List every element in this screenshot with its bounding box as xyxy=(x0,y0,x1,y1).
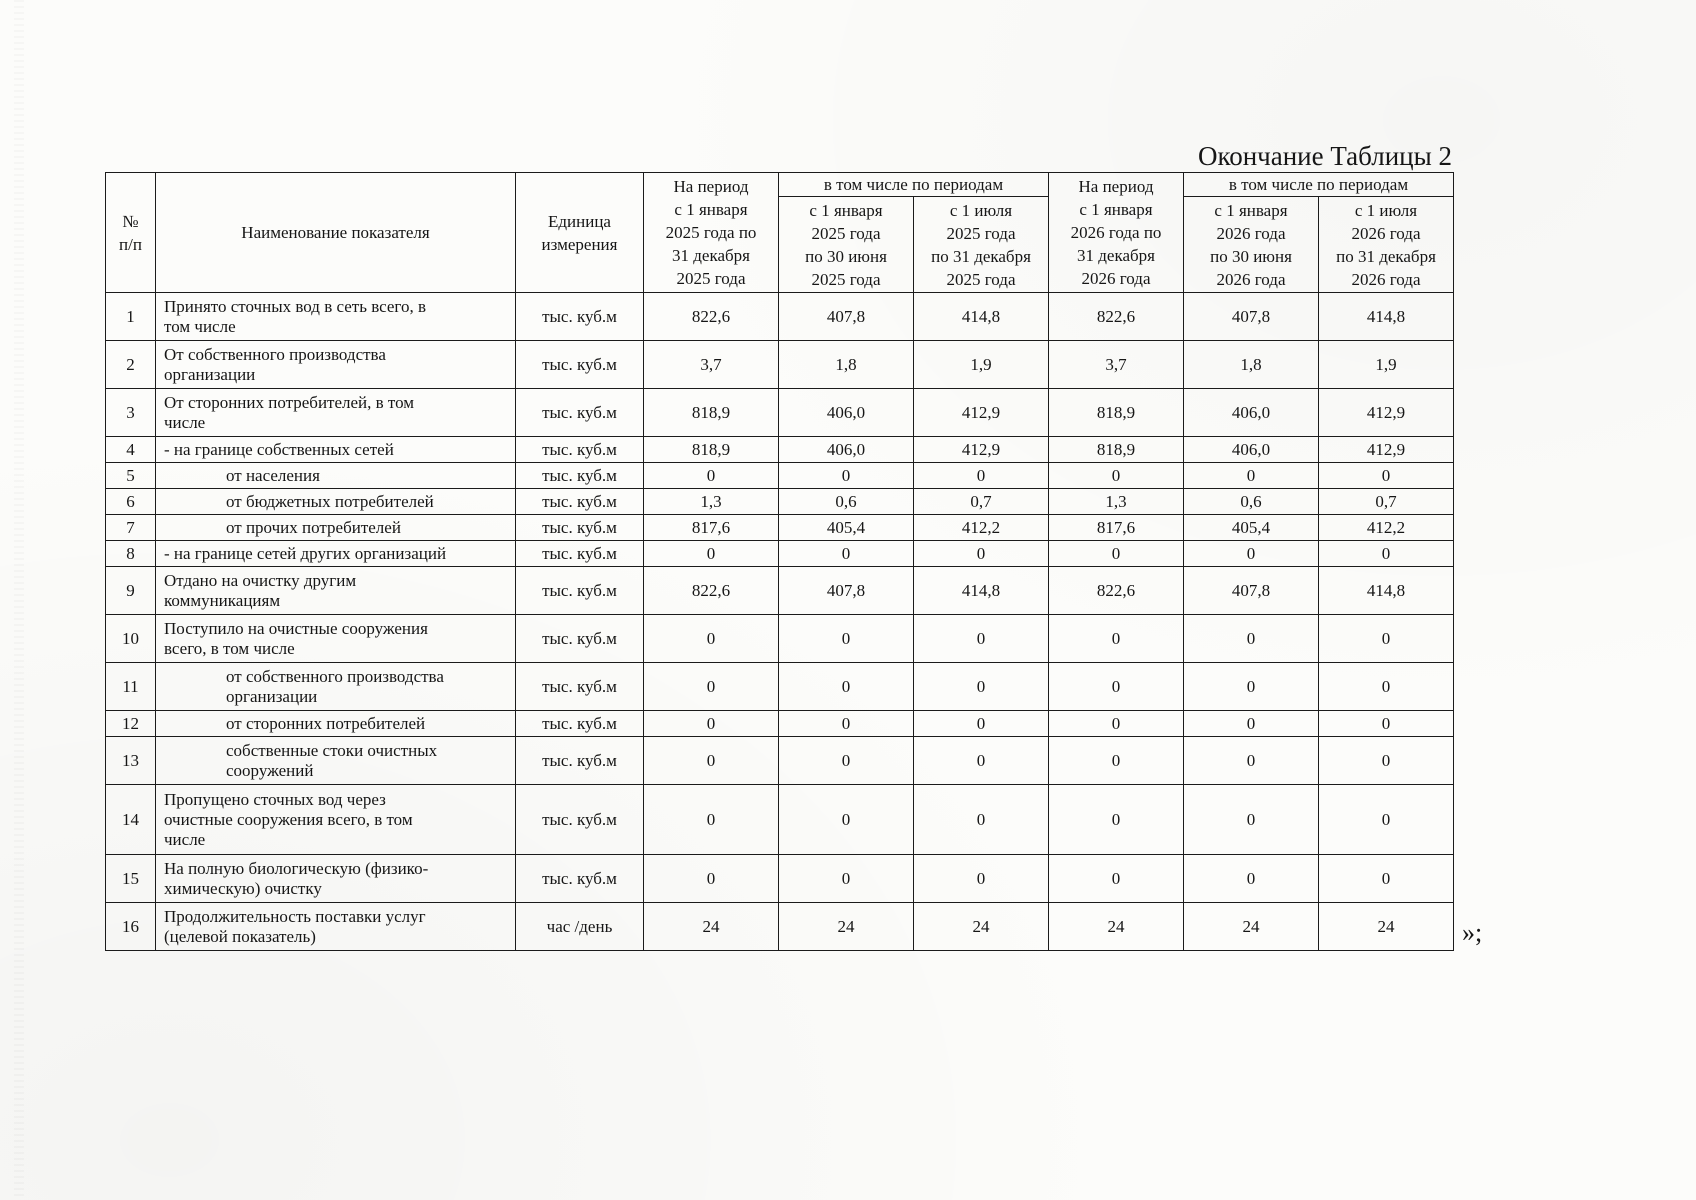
header-line: с 1 января xyxy=(1214,200,1288,220)
value-cell: 3,7 xyxy=(1049,341,1184,389)
indicator-name-line: Поступило на очистные сооружения xyxy=(164,618,428,638)
indicator-name-line: Отдано на очистку другим xyxy=(164,570,357,590)
indicator-name-line: Принято сточных вод в сеть всего, в xyxy=(164,296,427,316)
value-cell: 822,6 xyxy=(644,567,779,615)
value-cell: 0 xyxy=(1184,541,1319,567)
value-cell: 412,9 xyxy=(1319,437,1454,463)
value-cell: 0 xyxy=(1319,737,1454,785)
unit-cell: тыс. куб.м xyxy=(516,341,644,389)
value-cell: 0 xyxy=(1184,711,1319,737)
value-cell: 407,8 xyxy=(1184,293,1319,341)
value-cell: 818,9 xyxy=(1049,437,1184,463)
header-period-2025 xyxy=(644,173,779,293)
value-cell: 406,0 xyxy=(1184,437,1319,463)
indicator-name xyxy=(156,541,516,567)
data-table xyxy=(105,172,1454,951)
indicator-name-line: На полную биологическую (физико- xyxy=(164,858,429,878)
indicator-name-line: том числе xyxy=(164,316,236,336)
indicator-name-line: собственные стоки очистных xyxy=(226,740,438,760)
header-line: 2025 года xyxy=(811,269,881,289)
row-number: 13 xyxy=(106,737,156,785)
value-cell: 0 xyxy=(1049,463,1184,489)
value-cell: 0 xyxy=(914,855,1049,903)
table-row xyxy=(106,489,1454,515)
value-cell: 405,4 xyxy=(779,515,914,541)
table-row xyxy=(106,711,1454,737)
unit-cell: тыс. куб.м xyxy=(516,293,644,341)
value-cell: 0 xyxy=(644,541,779,567)
value-cell: 0 xyxy=(1184,855,1319,903)
header-line: 2025 года по xyxy=(665,223,757,242)
header-period-2026 xyxy=(1049,173,1184,293)
value-cell: 406,0 xyxy=(779,389,914,437)
row-number: 15 xyxy=(106,855,156,903)
value-cell: 818,9 xyxy=(1049,389,1184,437)
header-line: 2025 года xyxy=(946,269,1016,289)
table-row xyxy=(106,437,1454,463)
value-cell: 0 xyxy=(644,737,779,785)
value-cell: 406,0 xyxy=(779,437,914,463)
header-line: с 1 января xyxy=(674,200,748,219)
closing-quote: »; xyxy=(1462,918,1483,947)
table-row xyxy=(106,903,1454,951)
value-cell: 412,9 xyxy=(1319,389,1454,437)
value-cell: 817,6 xyxy=(1049,515,1184,541)
header-line: На период xyxy=(673,177,749,196)
table-row xyxy=(106,737,1454,785)
row-number: 11 xyxy=(106,663,156,711)
value-cell: 1,8 xyxy=(779,341,914,389)
indicator-name-line: от сторонних потребителей xyxy=(226,713,426,733)
indicator-name xyxy=(156,515,516,541)
indicator-name-line: организации xyxy=(226,686,318,706)
value-cell: 822,6 xyxy=(644,293,779,341)
unit-cell: тыс. куб.м xyxy=(516,785,644,855)
row-number: 12 xyxy=(106,711,156,737)
value-cell: 0 xyxy=(914,615,1049,663)
header-line: 2026 года xyxy=(1351,223,1421,243)
value-cell: 0 xyxy=(1319,463,1454,489)
row-number: 3 xyxy=(106,389,156,437)
value-cell: 0 xyxy=(1049,855,1184,903)
indicator-name-line: очистные сооружения всего, в том xyxy=(164,809,413,829)
header-line: 31 декабря xyxy=(1077,246,1155,265)
indicator-name-line: сооружений xyxy=(226,760,314,780)
indicator-name-line: Пропущено сточных вод через xyxy=(164,789,386,809)
header-line: 2025 года xyxy=(946,223,1016,243)
indicator-name-line: от собственного производства xyxy=(226,666,444,686)
row-number: 8 xyxy=(106,541,156,567)
indicator-name-line: от бюджетных потребителей xyxy=(226,491,434,511)
header-line: 2025 года xyxy=(811,223,881,243)
indicator-name xyxy=(156,663,516,711)
value-cell: 0 xyxy=(779,615,914,663)
unit-cell: тыс. куб.м xyxy=(516,389,644,437)
header-line: с 1 июля xyxy=(1354,200,1418,220)
table-header xyxy=(106,173,1454,293)
value-cell: 0 xyxy=(1184,463,1319,489)
header-group-2026: в том числе по периодам xyxy=(1184,173,1454,197)
value-cell: 0 xyxy=(914,785,1049,855)
table-caption: Окончание Таблицы 2 xyxy=(1197,141,1452,171)
value-cell: 0 xyxy=(779,711,914,737)
table-row xyxy=(106,463,1454,489)
header-group-2025: в том числе по периодам xyxy=(779,173,1049,197)
row-number: 9 xyxy=(106,567,156,615)
table-row xyxy=(106,341,1454,389)
value-cell: 24 xyxy=(1319,903,1454,951)
value-cell: 1,9 xyxy=(914,341,1049,389)
header-num xyxy=(106,173,156,293)
indicator-name-line: (целевой показатель) xyxy=(164,926,316,946)
value-cell: 0 xyxy=(779,663,914,711)
indicator-name-line: от населения xyxy=(226,465,320,485)
unit-cell: тыс. куб.м xyxy=(516,855,644,903)
value-cell: 0 xyxy=(1049,785,1184,855)
indicator-name-line: - на границе собственных сетей xyxy=(164,439,394,459)
value-cell: 0 xyxy=(1049,663,1184,711)
value-cell: 0 xyxy=(644,463,779,489)
table-row xyxy=(106,855,1454,903)
value-cell: 0 xyxy=(779,737,914,785)
header-line: по 30 июня xyxy=(805,246,887,266)
indicator-name-line: числе xyxy=(164,412,206,432)
header-line: по 30 июня xyxy=(1210,246,1292,266)
value-cell: 0 xyxy=(1319,663,1454,711)
value-cell: 822,6 xyxy=(1049,293,1184,341)
unit-cell: тыс. куб.м xyxy=(516,663,644,711)
value-cell: 0 xyxy=(779,785,914,855)
indicator-name xyxy=(156,903,516,951)
header-line: № xyxy=(122,211,139,231)
value-cell: 24 xyxy=(644,903,779,951)
value-cell: 0 xyxy=(1049,737,1184,785)
value-cell: 0,7 xyxy=(1319,489,1454,515)
row-number: 14 xyxy=(106,785,156,855)
value-cell: 0 xyxy=(779,855,914,903)
indicator-name-line: всего, в том числе xyxy=(164,638,295,658)
value-cell: 0 xyxy=(644,663,779,711)
value-cell: 414,8 xyxy=(1319,567,1454,615)
header-unit xyxy=(516,173,644,293)
value-cell: 3,7 xyxy=(644,341,779,389)
value-cell: 407,8 xyxy=(779,293,914,341)
row-number: 7 xyxy=(106,515,156,541)
value-cell: 414,8 xyxy=(914,293,1049,341)
value-cell: 1,3 xyxy=(1049,489,1184,515)
row-number: 6 xyxy=(106,489,156,515)
unit-cell: тыс. куб.м xyxy=(516,489,644,515)
value-cell: 24 xyxy=(1049,903,1184,951)
indicator-name xyxy=(156,711,516,737)
value-cell: 818,9 xyxy=(644,389,779,437)
indicator-name-line: коммуникациям xyxy=(164,590,281,610)
row-number: 5 xyxy=(106,463,156,489)
value-cell: 0,7 xyxy=(914,489,1049,515)
value-cell: 0 xyxy=(1184,615,1319,663)
value-cell: 822,6 xyxy=(1049,567,1184,615)
value-cell: 412,2 xyxy=(1319,515,1454,541)
value-cell: 0 xyxy=(644,615,779,663)
unit-cell: тыс. куб.м xyxy=(516,515,644,541)
value-cell: 0 xyxy=(914,463,1049,489)
value-cell: 412,2 xyxy=(914,515,1049,541)
unit-cell: тыс. куб.м xyxy=(516,463,644,489)
header-2026-h1 xyxy=(1184,197,1319,293)
header-2026-h2 xyxy=(1319,197,1454,293)
value-cell: 0 xyxy=(1184,785,1319,855)
value-cell: 1,9 xyxy=(1319,341,1454,389)
value-cell: 0 xyxy=(1319,711,1454,737)
row-number: 10 xyxy=(106,615,156,663)
value-cell: 1,3 xyxy=(644,489,779,515)
value-cell: 818,9 xyxy=(644,437,779,463)
header-line: 31 декабря xyxy=(672,246,750,265)
header-line: по 31 декабря xyxy=(931,246,1031,266)
value-cell: 0 xyxy=(914,737,1049,785)
header-line: 2026 года xyxy=(1216,223,1286,243)
header-line: На период xyxy=(1078,177,1154,196)
row-number: 16 xyxy=(106,903,156,951)
value-cell: 0 xyxy=(1049,711,1184,737)
value-cell: 0 xyxy=(644,711,779,737)
value-cell: 0,6 xyxy=(1184,489,1319,515)
indicator-name xyxy=(156,567,516,615)
value-cell: 412,9 xyxy=(914,437,1049,463)
value-cell: 0 xyxy=(644,855,779,903)
value-cell: 24 xyxy=(779,903,914,951)
indicator-name xyxy=(156,737,516,785)
indicator-name xyxy=(156,341,516,389)
header-line: 2026 года по xyxy=(1070,223,1162,242)
table-row xyxy=(106,785,1454,855)
header-line: 2026 года xyxy=(1081,269,1151,288)
indicator-name xyxy=(156,389,516,437)
row-number: 1 xyxy=(106,293,156,341)
table-row xyxy=(106,615,1454,663)
table-row xyxy=(106,389,1454,437)
value-cell: 407,8 xyxy=(1184,567,1319,615)
row-number: 4 xyxy=(106,437,156,463)
value-cell: 1,8 xyxy=(1184,341,1319,389)
unit-cell: час /день xyxy=(516,903,644,951)
table-row xyxy=(106,567,1454,615)
indicator-name-line: - на границе сетей других организаций xyxy=(164,543,447,563)
unit-cell: тыс. куб.м xyxy=(516,541,644,567)
table-body xyxy=(106,293,1454,951)
header-2025-h1 xyxy=(779,197,914,293)
header-line: с 1 января xyxy=(809,200,883,220)
unit-cell: тыс. куб.м xyxy=(516,437,644,463)
value-cell: 414,8 xyxy=(1319,293,1454,341)
unit-cell: тыс. куб.м xyxy=(516,737,644,785)
header-line: п/п xyxy=(119,234,142,254)
value-cell: 405,4 xyxy=(1184,515,1319,541)
value-cell: 817,6 xyxy=(644,515,779,541)
value-cell: 0 xyxy=(1049,541,1184,567)
header-line: 2026 года xyxy=(1216,269,1286,289)
indicator-name-line: Продолжительность поставки услуг xyxy=(164,906,426,926)
value-cell: 0 xyxy=(779,541,914,567)
table-row xyxy=(106,515,1454,541)
unit-cell: тыс. куб.м xyxy=(516,615,644,663)
indicator-name xyxy=(156,855,516,903)
header-line: по 31 декабря xyxy=(1336,246,1436,266)
indicator-name-line: организации xyxy=(164,364,256,384)
header-line: Единица xyxy=(548,211,611,231)
value-cell: 0 xyxy=(1184,663,1319,711)
value-cell: 412,9 xyxy=(914,389,1049,437)
unit-cell: тыс. куб.м xyxy=(516,711,644,737)
value-cell: 0 xyxy=(1184,737,1319,785)
header-line: с 1 января xyxy=(1079,200,1153,219)
header-line: с 1 июля xyxy=(949,200,1013,220)
unit-cell: тыс. куб.м xyxy=(516,567,644,615)
indicator-name xyxy=(156,463,516,489)
table-row xyxy=(106,293,1454,341)
header-line: измерения xyxy=(541,234,618,254)
table-row xyxy=(106,663,1454,711)
scan-edge xyxy=(14,0,24,1200)
value-cell: 0 xyxy=(779,463,914,489)
value-cell: 0 xyxy=(1319,615,1454,663)
indicator-name-line: От сторонних потребителей, в том xyxy=(164,392,415,412)
value-cell: 414,8 xyxy=(914,567,1049,615)
table-row xyxy=(106,541,1454,567)
value-cell: 24 xyxy=(1184,903,1319,951)
header-name: Наименование показателя xyxy=(156,173,516,293)
indicator-name-line: химическую) очистку xyxy=(164,878,322,898)
indicator-name-line: от прочих потребителей xyxy=(226,517,401,537)
value-cell: 24 xyxy=(914,903,1049,951)
value-cell: 0,6 xyxy=(779,489,914,515)
value-cell: 0 xyxy=(1319,541,1454,567)
indicator-name xyxy=(156,785,516,855)
row-number: 2 xyxy=(106,341,156,389)
value-cell: 0 xyxy=(1319,855,1454,903)
indicator-name xyxy=(156,615,516,663)
value-cell: 0 xyxy=(1049,615,1184,663)
value-cell: 0 xyxy=(914,711,1049,737)
header-2025-h2 xyxy=(914,197,1049,293)
indicator-name xyxy=(156,437,516,463)
value-cell: 0 xyxy=(914,663,1049,711)
indicator-name-line: числе xyxy=(164,829,206,849)
indicator-name xyxy=(156,489,516,515)
indicator-name-line: От собственного производства xyxy=(164,344,386,364)
value-cell: 406,0 xyxy=(1184,389,1319,437)
header-line: 2025 года xyxy=(676,269,746,288)
value-cell: 0 xyxy=(914,541,1049,567)
indicator-name xyxy=(156,293,516,341)
value-cell: 407,8 xyxy=(779,567,914,615)
header-line: 2026 года xyxy=(1351,269,1421,289)
value-cell: 0 xyxy=(644,785,779,855)
value-cell: 0 xyxy=(1319,785,1454,855)
